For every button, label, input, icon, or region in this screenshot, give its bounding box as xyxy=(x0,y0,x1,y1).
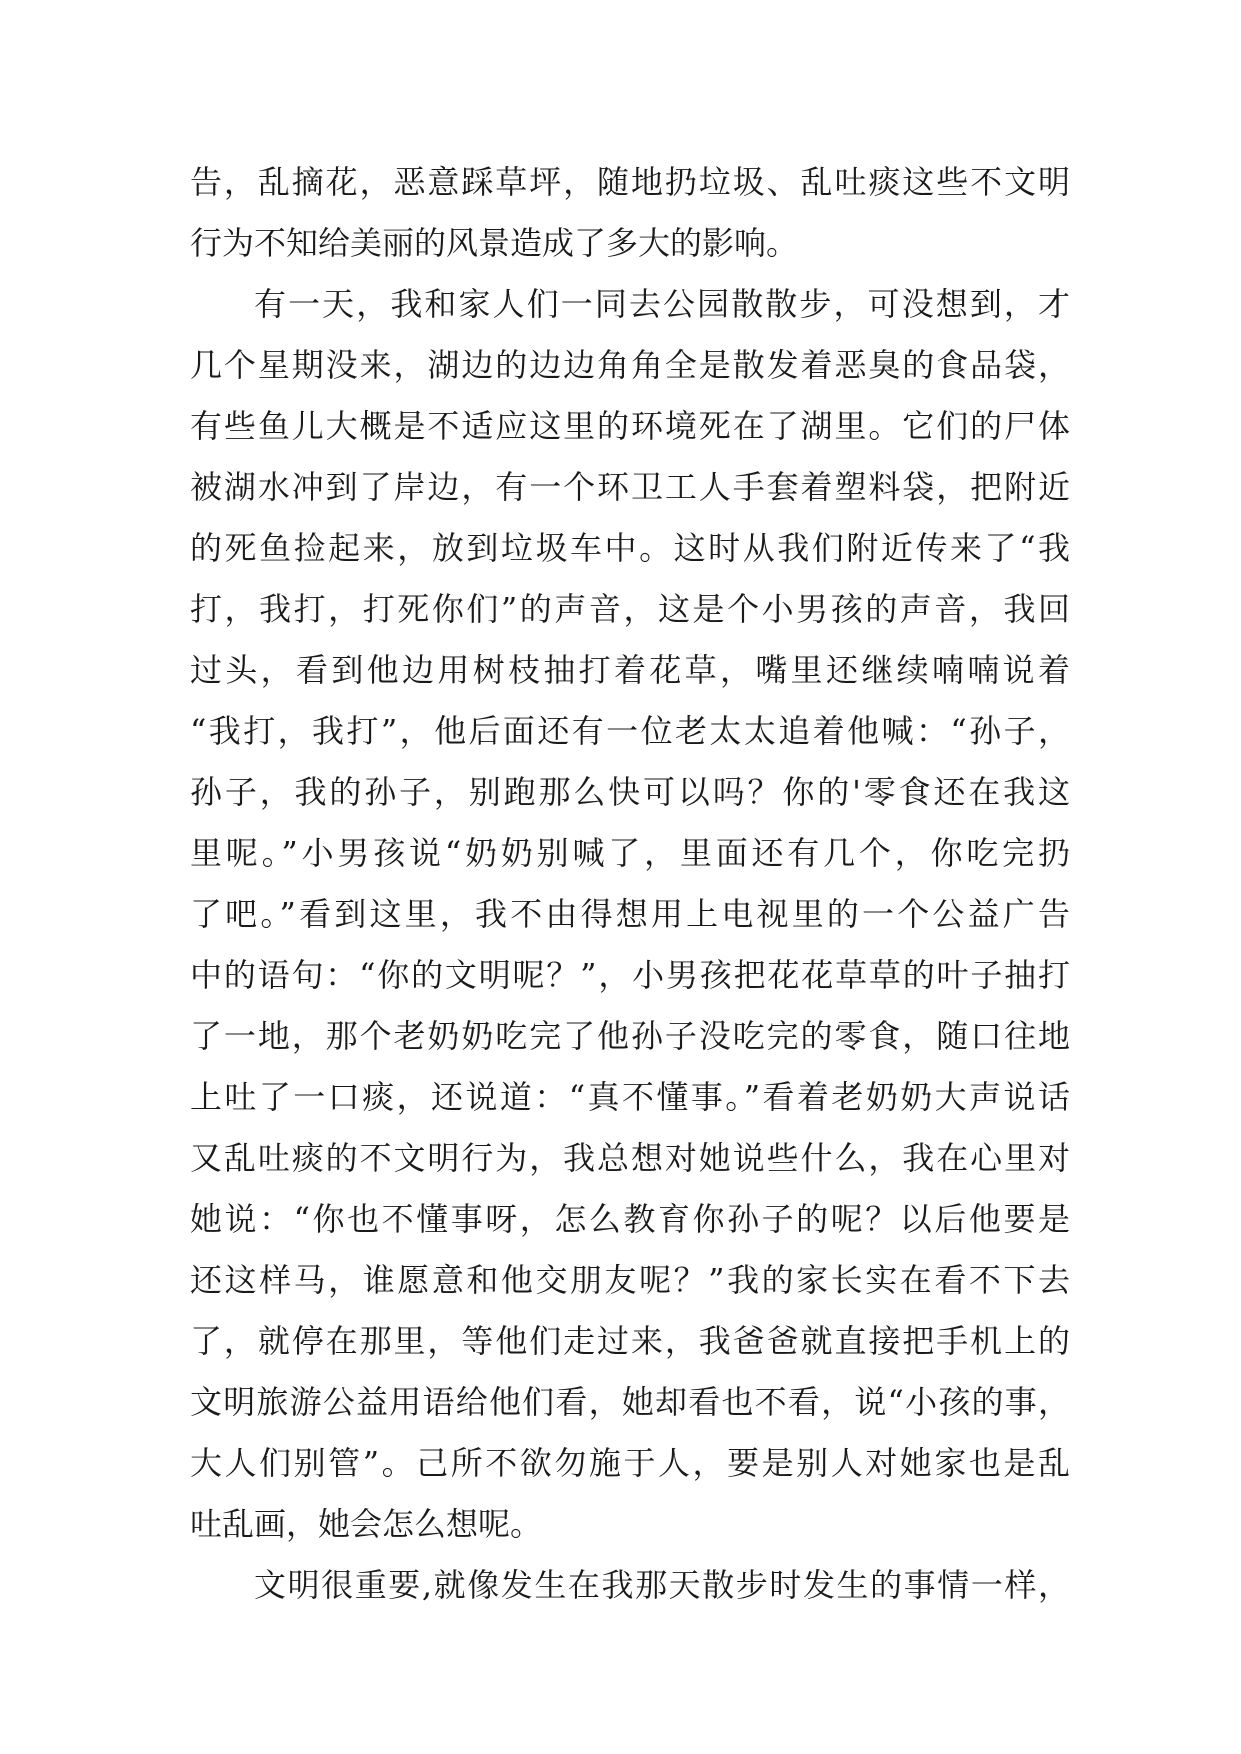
text-line: 中的语句：“你的文明呢？”，小男孩把花花草草的叶子抽打 xyxy=(190,956,1070,994)
text-line: 了吧。”看到这里，我不由得想用上电视里的一个公益广告 xyxy=(190,895,1070,933)
text-line: 了，就停在那里，等他们走过来，我爸爸就直接把手机上的 xyxy=(190,1322,1070,1360)
text-line: 上吐了一口痰，还说道：“真不懂事。”看着老奶奶大声说话 xyxy=(190,1078,1070,1116)
text-line: 吐乱画，她会怎么想呢。 xyxy=(190,1505,543,1543)
text-line: 被湖水冲到了岸边，有一个环卫工人手套着塑料袋，把附近 xyxy=(190,468,1070,506)
text-line: 有一天，我和家人们一同去公园散散步，可没想到，才 xyxy=(254,285,1070,323)
text-line: 打，我打，打死你们”的声音，这是个小男孩的声音，我回 xyxy=(190,590,1070,628)
text-line: 行为不知给美丽的风景造成了多大的影响。 xyxy=(190,224,799,262)
text-line: 文明很重要,就像发生在我那天散步时发生的事情一样， xyxy=(254,1566,1070,1604)
text-line: 的死鱼捡起来，放到垃圾车中。这时从我们附近传来了“我 xyxy=(190,529,1070,567)
text-line: 大人们别管”。己所不欲勿施于人，要是别人对她家也是乱 xyxy=(190,1444,1070,1482)
text-line: 又乱吐痰的不文明行为，我总想对她说些什么，我在心里对 xyxy=(190,1139,1070,1177)
text-line: 过头，看到他边用树枝抽打着花草，嘴里还继续喃喃说着 xyxy=(190,651,1070,689)
text-line: 有些鱼儿大概是不适应这里的环境死在了湖里。它们的尸体 xyxy=(190,407,1070,445)
text-line: 还这样马，谁愿意和他交朋友呢？”我的家长实在看不下去 xyxy=(190,1261,1070,1299)
text-line: 孙子，我的孙子，别跑那么快可以吗？你的'零食还在我这 xyxy=(190,773,1070,811)
text-line: 告，乱摘花，恶意踩草坪，随地扔垃圾、乱吐痰这些不文明 xyxy=(190,163,1070,201)
text-line: 她说：“你也不懂事呀，怎么教育你孙子的呢？以后他要是 xyxy=(190,1200,1070,1238)
text-line: 文明旅游公益用语给他们看，她却看也不看，说“小孩的事， xyxy=(190,1383,1070,1421)
text-line: 几个星期没来，湖边的边边角角全是散发着恶臭的食品袋， xyxy=(190,346,1070,384)
text-line: 了一地，那个老奶奶吃完了他孙子没吃完的零食，随口往地 xyxy=(190,1017,1070,1055)
text-line: “我打，我打”，他后面还有一位老太太追着他喊：“孙子， xyxy=(190,712,1070,750)
text-line: 里呢。”小男孩说“奶奶别喊了，里面还有几个，你吃完扔 xyxy=(190,834,1070,872)
document-body xyxy=(190,152,1070,1616)
